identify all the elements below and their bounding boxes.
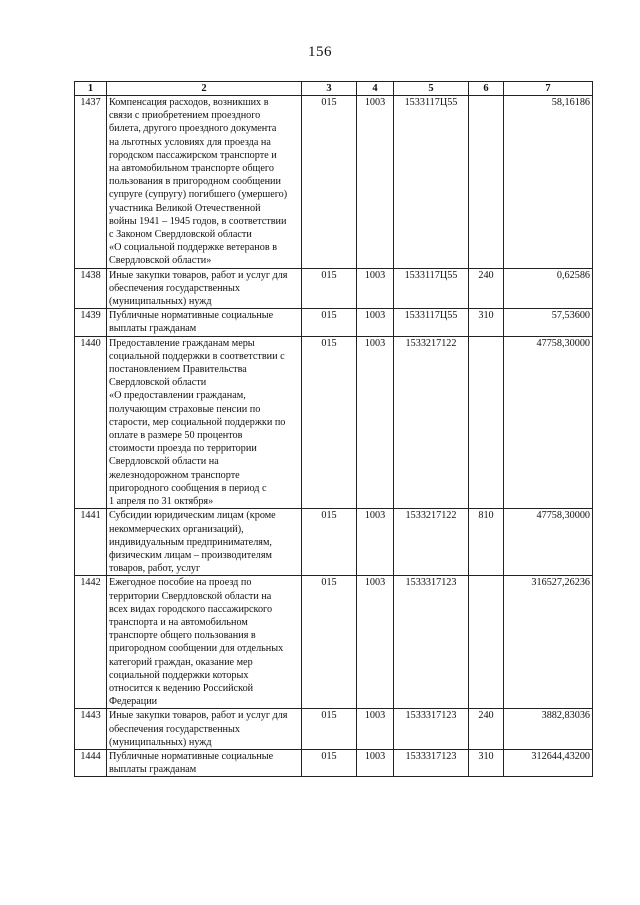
expense-type-code: 310 <box>469 309 504 336</box>
description-line: социальной поддержки в соответствии с <box>109 350 285 362</box>
section-code: 1003 <box>357 509 394 576</box>
row-description <box>107 96 302 269</box>
table-row <box>75 709 593 750</box>
description-line: стоимости проезда по территории <box>109 443 257 455</box>
target-article-code: 1533117Ц55 <box>394 96 469 269</box>
description-line: выплаты гражданам <box>109 764 197 776</box>
description-line: постановлением Правительства <box>109 364 247 376</box>
row-description <box>107 576 302 709</box>
target-article-code: 1533217122 <box>394 336 469 509</box>
description-line: пользования в пригородном сообщении <box>109 176 281 188</box>
row-description <box>107 336 302 509</box>
description-line: оплате в размере 50 процентов <box>109 430 243 442</box>
description-line: всех видах городского пассажирского <box>109 603 273 615</box>
ministry-code: 015 <box>302 509 357 576</box>
column-header: 7 <box>504 82 593 96</box>
amount: 47758,30000 <box>504 336 593 509</box>
row-number: 1442 <box>75 576 107 709</box>
column-header: 5 <box>394 82 469 96</box>
description-line: (муниципальных) нужд <box>109 736 212 748</box>
description-line: «О предоставлении гражданам, <box>109 390 246 402</box>
description-line: 1 апреля по 31 октября» <box>109 496 214 508</box>
target-article-code: 1533117Ц55 <box>394 309 469 336</box>
row-number: 1441 <box>75 509 107 576</box>
description-line: Субсидии юридическим лицам (кроме <box>109 510 276 522</box>
ministry-code: 015 <box>302 749 357 776</box>
description-line: физическим лицам – производителям <box>109 549 272 561</box>
budget-table <box>74 81 593 777</box>
ministry-code: 015 <box>302 309 357 336</box>
description-line: транспорта и на автомобильном <box>109 616 248 628</box>
row-number: 1437 <box>75 96 107 269</box>
description-line: на автомобильном транспорте общего <box>109 163 274 175</box>
description-line: Ежегодное пособие на проезд по <box>109 577 252 589</box>
description-line: Свердловской области на <box>109 456 219 468</box>
description-line: Публичные нормативные социальные <box>109 310 274 322</box>
column-header: 4 <box>357 82 394 96</box>
description-line: некоммерческих организаций), <box>109 523 244 535</box>
expense-type-code: 240 <box>469 709 504 750</box>
table-row <box>75 576 593 709</box>
amount: 58,16186 <box>504 96 593 269</box>
description-line: выплаты гражданам <box>109 323 197 335</box>
expense-type-code <box>469 96 504 269</box>
description-line: территории Свердловской области на <box>109 590 272 602</box>
amount: 312644,43200 <box>504 749 593 776</box>
row-description <box>107 309 302 336</box>
row-description <box>107 749 302 776</box>
target-article-code: 1533217122 <box>394 509 469 576</box>
row-description <box>107 509 302 576</box>
table-row <box>75 96 593 269</box>
row-number: 1439 <box>75 309 107 336</box>
section-code: 1003 <box>357 576 394 709</box>
row-number: 1444 <box>75 749 107 776</box>
description-line: с Законом Свердловской области <box>109 229 252 241</box>
amount: 57,53600 <box>504 309 593 336</box>
description-line: Федерации <box>109 696 158 708</box>
description-line: связи с приобретением проездного <box>109 110 261 122</box>
description-line: относится к ведению Российской <box>109 682 254 694</box>
description-line: Свердловской области» <box>109 255 212 267</box>
target-article-code: 1533317123 <box>394 709 469 750</box>
ministry-code: 015 <box>302 96 357 269</box>
table-row <box>75 268 593 309</box>
section-code: 1003 <box>357 709 394 750</box>
description-line: билета, другого проездного документа <box>109 123 277 135</box>
description-line: пригородного сообщения в период с <box>109 482 267 494</box>
ministry-code: 015 <box>302 576 357 709</box>
expense-type-code: 310 <box>469 749 504 776</box>
table-row <box>75 749 593 776</box>
amount: 47758,30000 <box>504 509 593 576</box>
ministry-code: 015 <box>302 709 357 750</box>
table-row <box>75 336 593 509</box>
target-article-code: 1533117Ц55 <box>394 268 469 309</box>
section-code: 1003 <box>357 749 394 776</box>
amount: 3882,83036 <box>504 709 593 750</box>
expense-type-code <box>469 336 504 509</box>
description-line: Публичные нормативные социальные <box>109 750 274 762</box>
description-line: Иные закупки товаров, работ и услуг для <box>109 269 288 281</box>
description-line: Компенсация расходов, возникших в <box>109 97 269 108</box>
section-code: 1003 <box>357 268 394 309</box>
row-description <box>107 268 302 309</box>
description-line: получающим страховые пенсии по <box>109 403 261 415</box>
expense-type-code: 810 <box>469 509 504 576</box>
column-header: 1 <box>75 82 107 96</box>
description-line: Свердловской области <box>109 377 207 389</box>
column-header: 3 <box>302 82 357 96</box>
row-number: 1440 <box>75 336 107 509</box>
row-number: 1443 <box>75 709 107 750</box>
description-line: железнодорожном транспорте <box>109 469 240 481</box>
description-line: индивидуальным предпринимателям, <box>109 536 272 548</box>
row-description <box>107 709 302 750</box>
description-line: обеспечения государственных <box>109 282 240 294</box>
description-line: супруге (супругу) погибшего (умершего) <box>109 189 288 201</box>
description-line: обеспечения государственных <box>109 723 240 735</box>
expense-type-code <box>469 576 504 709</box>
description-line: «О социальной поддержке ветеранов в <box>109 242 278 254</box>
description-line: пригородном сообщении для отдельных <box>109 643 284 655</box>
description-line: городском пассажирском транспорте и <box>109 149 277 161</box>
ministry-code: 015 <box>302 336 357 509</box>
description-line: участника Великой Отечественной <box>109 202 261 214</box>
amount: 0,62586 <box>504 268 593 309</box>
section-code: 1003 <box>357 309 394 336</box>
row-number: 1438 <box>75 268 107 309</box>
description-line: (муниципальных) нужд <box>109 296 212 308</box>
description-line: категорий граждан, оказание мер <box>109 656 253 668</box>
description-line: старости, мер социальной поддержки по <box>109 416 286 428</box>
section-code: 1003 <box>357 336 394 509</box>
description-line: транспорте общего пользования в <box>109 630 256 642</box>
column-header: 6 <box>469 82 504 96</box>
amount: 316527,26236 <box>504 576 593 709</box>
header-row <box>75 82 593 96</box>
column-header: 2 <box>107 82 302 96</box>
description-line: Иные закупки товаров, работ и услуг для <box>109 710 288 722</box>
ministry-code: 015 <box>302 268 357 309</box>
target-article-code: 1533317123 <box>394 749 469 776</box>
section-code: 1003 <box>357 96 394 269</box>
description-line: на льготных условиях для проезда на <box>109 136 271 148</box>
description-line: социальной поддержки которых <box>109 669 249 681</box>
table-row <box>75 309 593 336</box>
description-line: Предоставление гражданам меры <box>109 337 255 349</box>
page-number: 156 <box>308 44 332 60</box>
expense-type-code: 240 <box>469 268 504 309</box>
table-row <box>75 509 593 576</box>
target-article-code: 1533317123 <box>394 576 469 709</box>
description-line: товаров, работ, услуг <box>109 563 201 575</box>
description-line: войны 1941 – 1945 годов, в соответствии <box>109 215 287 227</box>
